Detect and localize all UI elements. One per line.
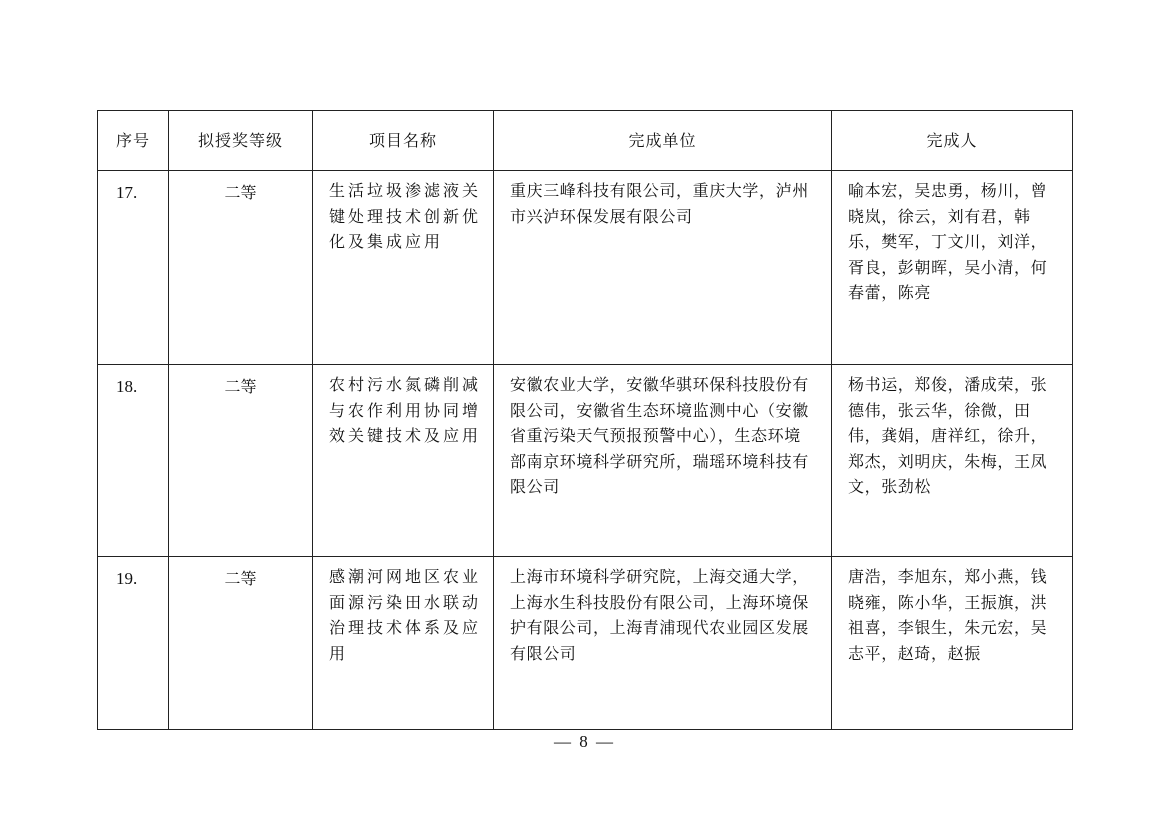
- row-grade: 二等: [169, 557, 313, 730]
- header-seq: 序号: [98, 111, 169, 171]
- row-completion-unit: 安徽农业大学，安徽华骐环保科技股份有限公司，安徽省生态环境监测中心（安徽省重污染天气预报预警中心），生态环境部南京环境科学研究所，瑞瑶环境科技有限公司: [494, 365, 832, 557]
- row-project-name: 感潮河网地区农业面源污染田水联动治理技术体系及应用: [313, 557, 494, 730]
- header-completion-unit: 完成单位: [494, 111, 832, 171]
- header-grade: 拟授奖等级: [169, 111, 313, 171]
- page-number: — 8 —: [554, 732, 615, 751]
- table-body: [98, 171, 1073, 730]
- table-row: [98, 171, 1073, 365]
- row-project-name: 农村污水氮磷削减与农作利用协同增效关键技术及应用: [313, 365, 494, 557]
- header-completion-people: 完成人: [832, 111, 1073, 171]
- table-row: [98, 365, 1073, 557]
- row-seq: 18.: [98, 365, 169, 557]
- row-completion-people: 杨书运，郑俊，潘成荣，张德伟，张云华，徐微，田伟，龚娟，唐祥红，徐升，郑杰，刘明庆，朱梅，王凤文，张劲松: [832, 365, 1073, 557]
- row-seq: 17.: [98, 171, 169, 365]
- row-completion-people: 喻本宏，吴忠勇，杨川，曾晓岚，徐云，刘有君，韩乐，樊军，丁文川，刘洋，胥良，彭朝晖，吴小清，何春蕾，陈亮: [832, 171, 1073, 365]
- award-table: [97, 110, 1073, 730]
- row-completion-unit: 重庆三峰科技有限公司，重庆大学，泸州市兴泸环保发展有限公司: [494, 171, 832, 365]
- table-header: [98, 111, 1073, 171]
- row-seq: 19.: [98, 557, 169, 730]
- header-row: [98, 111, 1073, 171]
- row-grade: 二等: [169, 365, 313, 557]
- row-completion-unit: 上海市环境科学研究院，上海交通大学，上海水生科技股份有限公司，上海环境保护有限公司，上海青浦现代农业园区发展有限公司: [494, 557, 832, 730]
- header-project-name: 项目名称: [313, 111, 494, 171]
- row-grade: 二等: [169, 171, 313, 365]
- row-completion-people: 唐浩，李旭东，郑小燕，钱晓雍，陈小华，王振旗，洪祖喜，李银生，朱元宏，吴志平，赵琦，赵振: [832, 557, 1073, 730]
- table-row: [98, 557, 1073, 730]
- row-project-name: 生活垃圾渗滤液关键处理技术创新优化及集成应用: [313, 171, 494, 365]
